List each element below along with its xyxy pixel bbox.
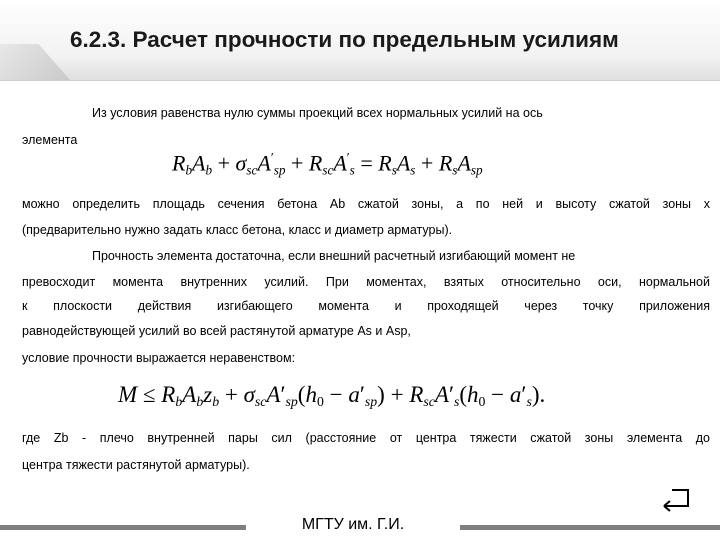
paragraph-line: элемента (22, 133, 78, 147)
formula-equilibrium: $R_bA_b + \sigma_{sc}A'_{sp} + R_{sc}A'_s = R_sA_s + R_sA_{sp}$ (172, 150, 483, 178)
paragraph-line: превосходит момента внутренних усилий. При моментах, взятых относительно оси, нормальной (22, 275, 710, 289)
slide-title: 6.2.3. Расчет прочности по предельным усилиям (70, 27, 619, 52)
title-decoration (0, 44, 70, 80)
paragraph-line: где Zb - плечо внутренней пары сил (расстояние от центра тяжести сжатой зоны элемента до (22, 431, 710, 445)
paragraph-line: к плоскости действия изгибающего момента и проходящей через точку приложения (22, 299, 710, 313)
title-bar (0, 0, 720, 81)
footer-divider-left (0, 525, 246, 530)
paragraph-line: можно определить площадь сечения бетона Аb сжатой зоны, а по ней и высоту сжатой зоны х (22, 197, 710, 211)
paragraph-line: условие прочности выражается неравенством: (22, 351, 296, 365)
paragraph-line: равнодействующей усилий во всей растянутой арматуре As и Аsp, (22, 324, 411, 338)
paragraph-line: (предварительно нужно задать класс бетона, класс и диаметр арматуры). (22, 223, 453, 237)
footer-text: МГТУ им. Г.И. (301, 516, 405, 533)
footer-divider-right (460, 525, 720, 530)
paragraph-line: Из условия равенства нулю суммы проекций всех нормальных усилий на ось (92, 106, 543, 120)
paragraph-line: Прочность элемента достаточна, если внешний расчетный изгибающий момент не (92, 249, 576, 263)
paragraph-line: центра тяжести растянутой арматуры). (22, 458, 250, 472)
return-arrow-icon[interactable] (660, 484, 694, 512)
formula-strength-condition: $M \le R_bA_bz_b + \sigma_{sc}A'_{sp}(h_0 - a'_{sp}) + R_{sc}A'_s(h_0 - a'_s)$. (118, 382, 546, 410)
